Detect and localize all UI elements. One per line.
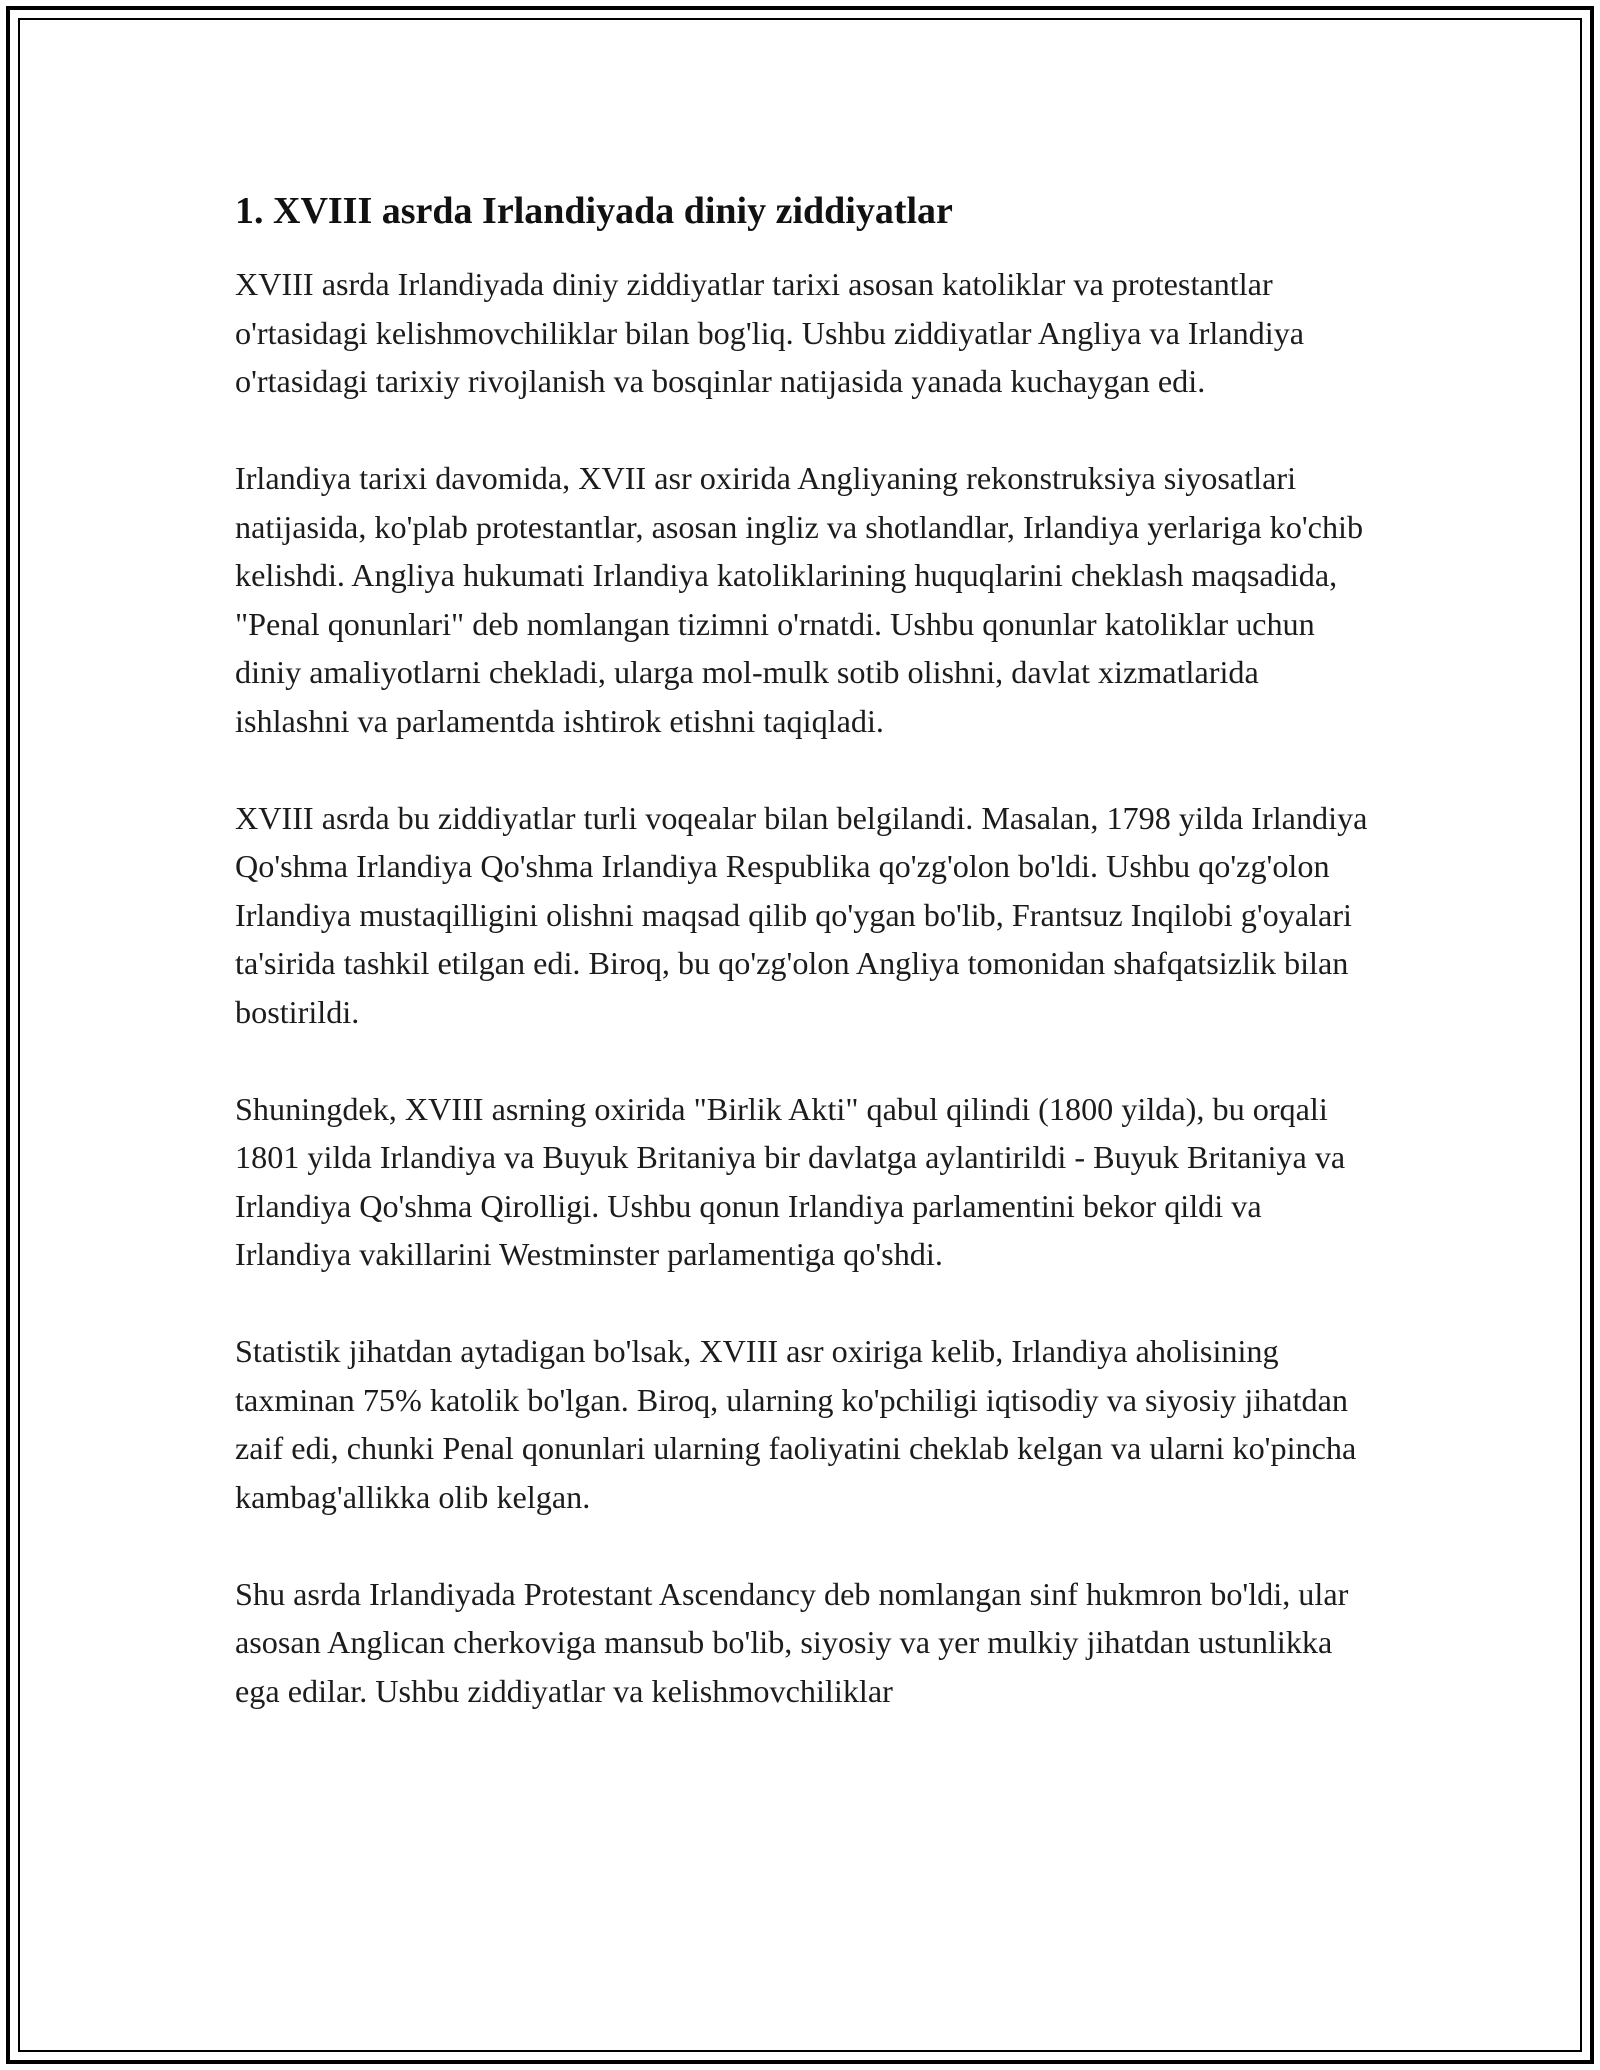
paragraph-5: Statistik jihatdan aytadigan bo'lsak, XVIII asr oxiriga kelib, Irlandiya aholisining taxminan 75% katolik bo'lgan. Biroq, ularning ko'pchiligi iqtisodiy va siyosiy jihatdan zaif edi, chunki Penal qonunlari ularning faoliyatini cheklab kelgan va ularni ko'pincha kambag'allikka olib kelgan.	[235, 1333, 1357, 1515]
paragraph-6: Shu asrda Irlandiyada Protestant Ascendancy deb nomlangan sinf hukmron bo'ldi, ular asosan Anglican cherkoviga mansub bo'lib, siyosiy va yer mulkiy jihatdan ustunlikka ega edilar. Ushbu ziddiyatlar va kelishmovchiliklar	[235, 1575, 1349, 1709]
paragraph-2: Irlandiya tarixi davomida, XVII asr oxirida Angliyaning rekonstruksiya siyosatlari natijasida, ko'plab protestantlar, asosan ingliz va shotlandlar, Irlandiya yerlariga ko'chib kelishdi. Angliya hukumati Irlandiya katoliklarining huquqlarini cheklash maqsadida, "Penal qonunlari" deb nomlangan tizimni o'rnatdi. Ushbu qonunlar katoliklar uchun diniy amaliyotlarni chekladi, ularga mol-mulk sotib olishni, davlat xizmatlarida ishlashni va parlamentda ishtirok etishni taqiqladi.	[235, 460, 1364, 739]
paragraph-4: Shuningdek, XVIII asrning oxirida "Birlik Akti" qabul qilindi (1800 yilda), bu orqali 1801 yilda Irlandiya va Buyuk Britaniya bir davlatga aylantirildi - Buyuk Britaniya va Irlandiya Qo'shma Qirolligi. Ushbu qonun Irlandiya parlamentini bekor qildi va Irlandiya vakillarini Westminster parlamentiga qo'shdi.	[235, 1090, 1346, 1272]
section-heading: 1. XVIII asrda Irlandiyada diniy ziddiyatlar	[235, 190, 953, 232]
paragraph-3: XVIII asrda bu ziddiyatlar turli voqealar bilan belgilandi. Masalan, 1798 yilda Irlandiya Qo'shma Irlandiya Qo'shma Irlandiya Respublika qo'zg'olon bo'ldi. Ushbu qo'zg'olon Irlandiya mustaqilligini olishni maqsad qilib qo'ygan bo'lib, Frantsuz Inqilobi g'oyalari ta'sirida tashkil etilgan edi. Biroq, bu qo'zg'olon Angliya tomonidan shafqatsizlik bilan bostirildi.	[235, 799, 1368, 1030]
document-body	[235, 186, 1375, 1764]
paragraph-1: XVIII asrda Irlandiyada diniy ziddiyatlar tarixi asosan katoliklar va protestantlar o'rtasidagi kelishmovchiliklar bilan bog'liq. Ushbu ziddiyatlar Angliya va Irlandiya o'rtasidagi tarixiy rivojlanish va bosqinlar natijasida yanada kuchaygan edi.	[235, 266, 1305, 399]
